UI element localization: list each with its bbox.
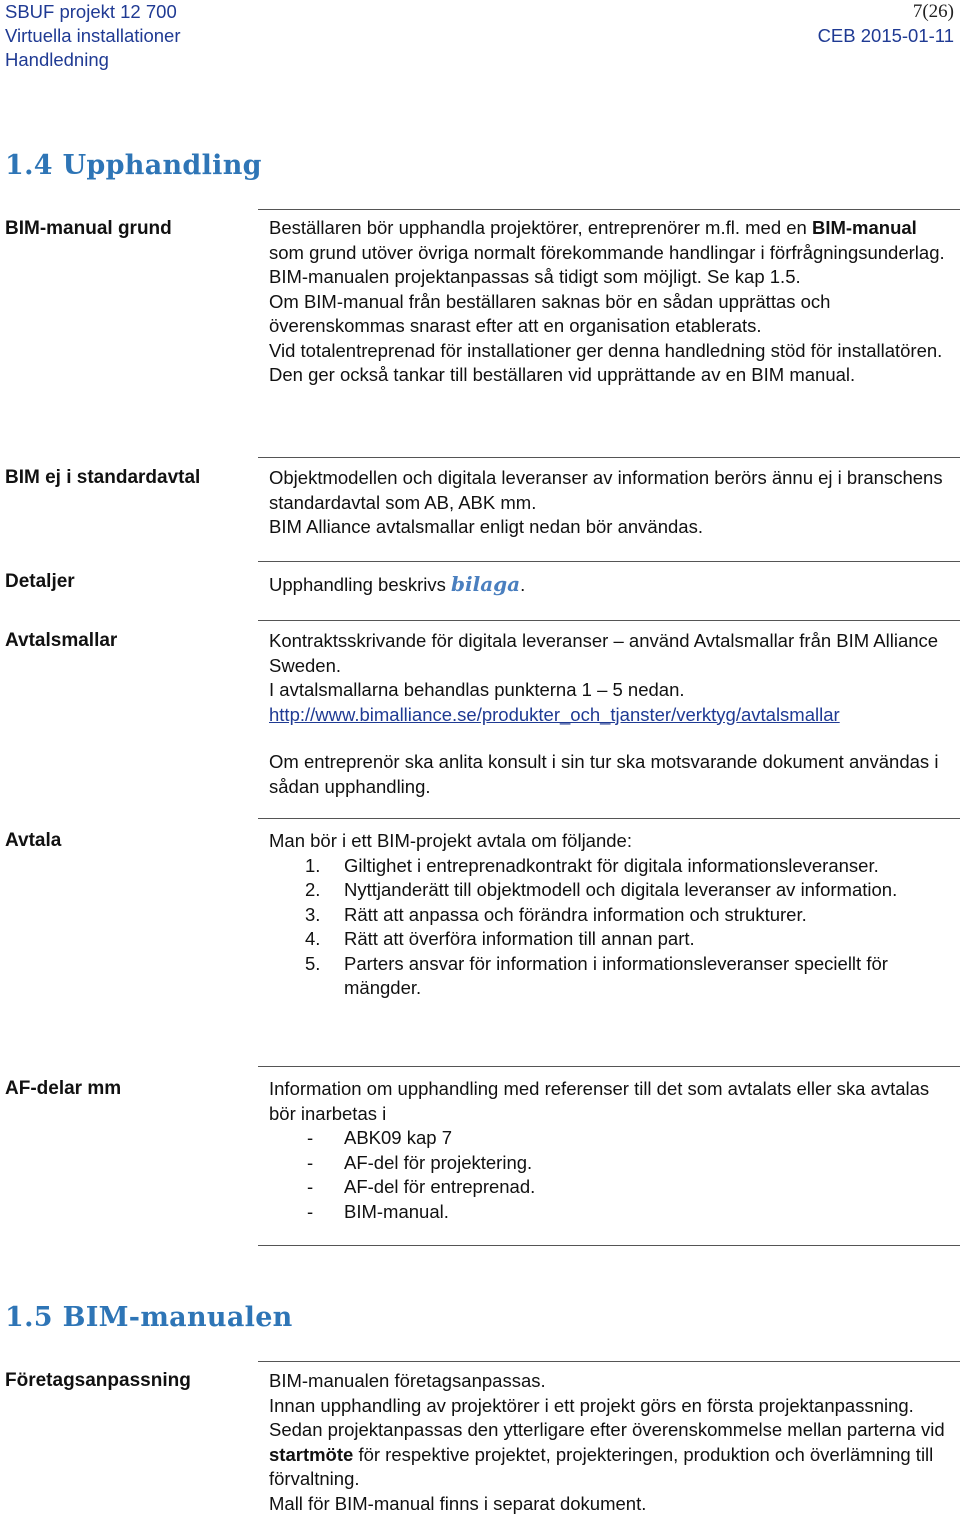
- numbered-list: [269, 854, 953, 1001]
- list-item: [269, 927, 953, 952]
- bilaga-link[interactable]: bilaga: [451, 572, 521, 596]
- list-item: [269, 1200, 953, 1225]
- bold-term: BIM-manual: [811, 217, 917, 238]
- avtalsmallar-url-link[interactable]: http://www.bimalliance.se/produkter_och_tjanster/verktyg/avtalsmallar: [269, 703, 840, 725]
- block-bim-ej-standardavtal: [269, 466, 953, 540]
- paragraph: Innan upphandling av projektörer i ett projekt görs en första projektanpassning.: [269, 1394, 914, 1416]
- page-number: 7(26): [912, 1, 954, 22]
- paragraph: Mall för BIM-manual finns i separat dokument.: [269, 1492, 647, 1514]
- list-number: 2.: [305, 879, 321, 900]
- divider: [258, 620, 960, 621]
- dash-list: [269, 1126, 953, 1224]
- project-subtitle: Virtuella installationer: [5, 25, 181, 46]
- divider: [258, 1245, 960, 1246]
- list-text: Rätt att överföra information till annan part.: [344, 928, 695, 949]
- list-text: Nyttjanderätt till objektmodell och digitala leveranser av information.: [344, 879, 898, 900]
- list-dash: -: [307, 1200, 314, 1222]
- bold-term: startmöte: [269, 1443, 354, 1465]
- document-type: Handledning: [5, 49, 109, 70]
- block-af-delar: [269, 1077, 953, 1224]
- divider: [258, 561, 960, 562]
- list-item: [269, 1175, 953, 1200]
- label-af-delar: AF-delar mm: [5, 1078, 122, 1099]
- text: .: [520, 574, 526, 595]
- text: Beställaren bör upphandla projektörer, entreprenörer m.fl. med en: [269, 217, 812, 238]
- paragraph: I avtalsmallarna behandlas punkterna 1 – 5 nedan.: [269, 679, 685, 700]
- paragraph: Vid totalentreprenad för installationer ger denna handledning stöd för installatören. Den ger också tankar till beställaren vid upprättande av en BIM manual.: [269, 339, 943, 385]
- divider: [258, 1361, 960, 1362]
- list-text: ABK09 kap 7: [344, 1127, 452, 1148]
- list-item: [269, 952, 953, 1001]
- paragraph: Man bör i ett BIM-projekt avtala om följande:: [269, 830, 632, 851]
- list-text: Rätt att anpassa och förändra information och strukturer.: [344, 903, 807, 925]
- list-item: [269, 878, 953, 903]
- section-heading-upphandling: 1.4 Upphandling: [5, 150, 262, 181]
- paragraph: Om BIM-manual från beställaren saknas bör en sådan upprättas och överenskommas snarast efter att en organisation etablerats.: [269, 290, 831, 336]
- block-avtala: [269, 829, 953, 1001]
- paragraph: [269, 572, 953, 598]
- paragraph: [269, 216, 953, 290]
- label-foretagsanpassning: Företagsanpassning: [5, 1370, 191, 1391]
- block-bim-manual-grund: [269, 216, 953, 388]
- label-bim-ej-standardavtal: BIM ej i standardavtal: [5, 467, 201, 488]
- divider: [258, 209, 960, 210]
- list-number: 5.: [305, 952, 321, 974]
- list-text: AF-del för entreprenad.: [344, 1176, 536, 1197]
- paragraph: Om entreprenör ska anlita konsult i sin tur ska motsvarande dokument användas i sådan upphandling.: [269, 751, 939, 797]
- label-avtala: Avtala: [5, 830, 62, 851]
- list-dash: -: [307, 1176, 314, 1197]
- list-item: [269, 1151, 953, 1176]
- text: Sedan projektanpassas den ytterligare efter överenskommelse mellan parterna vid: [269, 1419, 945, 1440]
- text: Upphandling beskrivs: [269, 574, 452, 595]
- list-text: BIM-manual.: [344, 1200, 449, 1222]
- header-left: [5, 0, 181, 72]
- paragraph: [269, 703, 953, 728]
- list-text: Giltighet i entreprenadkontrakt för digitala informationsleveranser.: [344, 854, 879, 876]
- list-dash: -: [307, 1127, 314, 1148]
- list-text: AF-del för projektering.: [344, 1151, 533, 1173]
- block-avtalsmallar: [269, 629, 953, 799]
- section-heading-bim-manualen: 1.5 BIM-manualen: [5, 1302, 293, 1333]
- divider: [258, 818, 960, 819]
- header-right: [818, 0, 954, 48]
- paragraph: Objektmodellen och digitala leveranser av information berörs ännu ej i branschens standardavtal som AB, ABK mm.: [269, 467, 943, 513]
- paragraph: BIM Alliance avtalsmallar enligt nedan bör användas.: [269, 516, 703, 537]
- list-item: [269, 1126, 953, 1151]
- list-item: [269, 854, 953, 879]
- paragraph: [269, 1418, 953, 1492]
- divider: [258, 457, 960, 458]
- divider: [258, 1066, 960, 1067]
- label-detaljer: Detaljer: [5, 571, 75, 592]
- text: som grund utöver övriga normalt förekommande handlingar i förfrågningsunderlag. BIM-manualen projektanpassas så tidigt som möjligt. Se kap 1.5.: [269, 241, 945, 287]
- list-item: [269, 903, 953, 928]
- document-reference: CEB 2015-01-11: [817, 25, 954, 46]
- label-bim-manual-grund: BIM-manual grund: [5, 218, 172, 239]
- project-name: SBUF projekt 12 700: [5, 1, 177, 22]
- paragraph: BIM-manualen företagsanpassas.: [269, 1370, 546, 1391]
- list-text: Parters ansvar för information i informationsleveranser speciellt för mängder.: [344, 952, 888, 998]
- paragraph: Kontraktsskrivande för digitala leveranser – använd Avtalsmallar från BIM Alliance Sweden.: [269, 630, 939, 676]
- page-header: [5, 0, 954, 72]
- paragraph: Information om upphandling med referenser till det som avtalats eller ska avtalas bör inarbetas i: [269, 1078, 930, 1124]
- block-foretagsanpassning: [269, 1369, 953, 1516]
- list-number: 3.: [305, 903, 321, 925]
- label-avtalsmallar: Avtalsmallar: [5, 630, 118, 651]
- list-dash: -: [307, 1151, 314, 1173]
- text: för respektive projektet, projekteringen, produktion och överlämning till förvaltning.: [269, 1443, 934, 1489]
- block-detaljer: [269, 572, 953, 598]
- list-number: 1.: [305, 854, 321, 876]
- list-number: 4.: [305, 928, 321, 949]
